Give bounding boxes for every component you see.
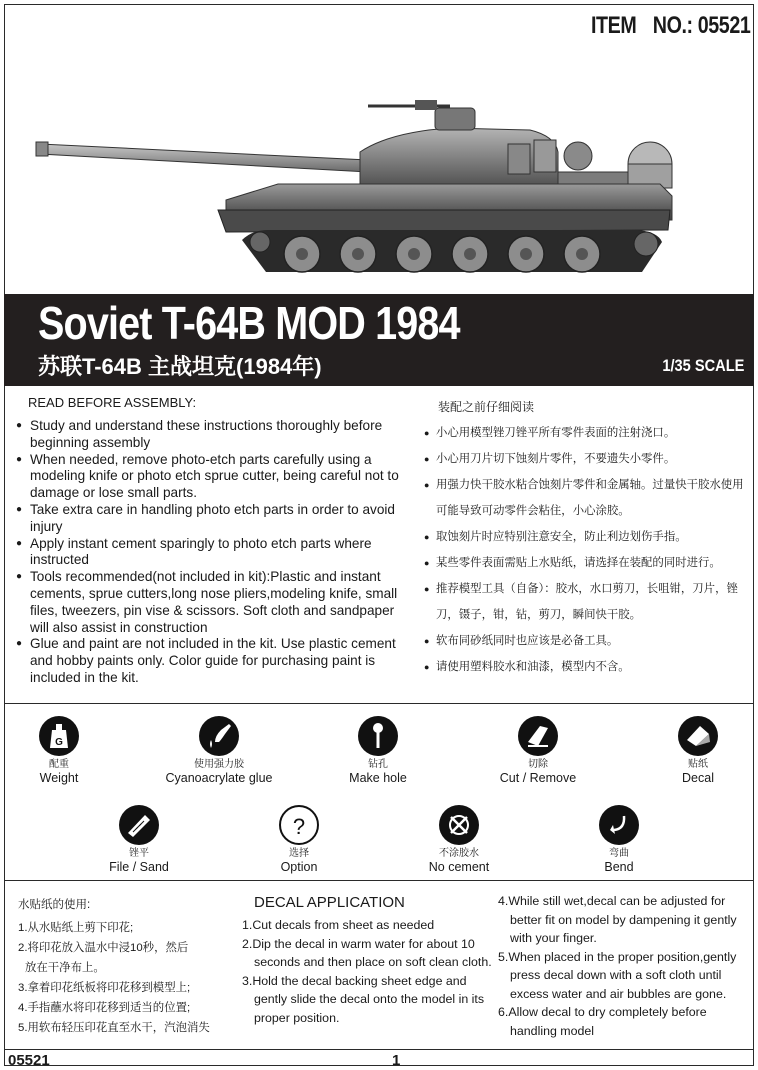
- symbol-label-cn: 配重: [49, 759, 69, 770]
- symbol-label-en: Cyanoacrylate glue: [165, 771, 273, 785]
- list-item: 3.拿着印花纸板将印花移到模型上;: [18, 982, 191, 994]
- list-item: ● 小心用刀片切下蚀刻片零件，不要遗失小零件。: [424, 446, 754, 472]
- bend-icon: [599, 805, 639, 845]
- read-before-title-cn: 装配之前仔细阅读: [438, 400, 535, 414]
- read-before-list-en: [16, 418, 416, 687]
- read-before-list-cn: [424, 420, 754, 680]
- symbol-file: [69, 805, 209, 874]
- symbol-label-en: No cement: [428, 860, 490, 874]
- decal-icon: [678, 716, 718, 756]
- divider: [4, 880, 754, 881]
- list-item: ● 软布同砂纸同时也应该是必备工具。: [424, 628, 754, 654]
- no-cement-icon: [439, 805, 479, 845]
- decal-steps-cn: [18, 918, 238, 1038]
- symbol-no-cement: [389, 805, 529, 874]
- list-item: 6.Allow decal to dry completely before handling model: [498, 1005, 707, 1038]
- list-item: ● 小心用模型锉刀锉平所有零件表面的注射浇口。: [424, 420, 754, 446]
- symbol-glue: [149, 716, 289, 785]
- list-item: 4.While still wet,decal can be adjusted for better fit on model by dampening it gently with your finger.: [498, 894, 737, 945]
- symbol-label-cn: 选择: [289, 848, 309, 859]
- weight-icon: [39, 716, 79, 756]
- cut-icon: [518, 716, 558, 756]
- list-item: 3.Hold the decal backing sheet edge and gently slide the decal onto the model in its proper position.: [242, 973, 485, 1025]
- symbol-weight: [0, 716, 129, 785]
- decal-steps-en-left: [242, 916, 498, 1027]
- glue-drop-icon: [199, 716, 239, 756]
- title-banner: [4, 294, 754, 386]
- symbol-label-cn: 钻孔: [368, 759, 388, 770]
- symbol-cut: [468, 716, 608, 785]
- symbol-label-en: Weight: [39, 771, 79, 785]
- symbol-label-cn: 不涂胶水: [439, 848, 479, 859]
- list-item: ● Tools recommended(not included in kit):Plastic and instant cements, sprue cutters,long nose pliers,modeling knife, small files, tweezers, pin vise & scissors. Soft cloth and sandpaper will also assist in construction: [16, 569, 416, 636]
- item-number: [591, 12, 750, 40]
- symbol-label-cn: 使用强力胶: [194, 759, 244, 770]
- page-title: Soviet T-64B MOD 1984: [38, 297, 460, 349]
- item-no-value: NO.: 05521: [652, 12, 750, 39]
- list-item: 5.用软布轻压印花直至水干，汽泡消失: [18, 1022, 210, 1034]
- list-item: 放在干净布上。: [25, 962, 105, 974]
- weight-letter: G: [55, 737, 63, 748]
- symbol-label-en: Decal: [682, 771, 714, 785]
- list-item: ● Take extra care in handling photo etch parts in order to avoid injury: [16, 502, 416, 536]
- decal-steps-en-right: [498, 892, 754, 1040]
- item-label: ITEM: [590, 12, 636, 39]
- read-before-title-en: READ BEFORE ASSEMBLY:: [28, 395, 197, 410]
- file-icon: [119, 805, 159, 845]
- symbol-make-hole: [308, 716, 448, 785]
- list-item: ● 用强力快干胶水粘合蚀刻片零件和金属轴。过量快干胶水使用可能导致可动零件会粘住，小心涂胶。: [424, 472, 754, 524]
- symbol-option: [229, 805, 369, 874]
- list-item: ● When needed, remove photo-etch parts carefully using a modeling knife or photo etch sprue cutter, being careful not to damage or lose small parts.: [16, 452, 416, 502]
- decal-title-en: DECAL APPLICATION: [254, 894, 405, 911]
- list-item: 1.从水贴纸上剪下印花;: [18, 922, 134, 934]
- list-item: ● Apply instant cement sparingly to photo etch parts where instructed: [16, 536, 416, 570]
- list-item: 5.When placed in the proper position,gently press decal down with a soft cloth until excess water and air bubbles are gone.: [498, 949, 737, 1001]
- symbol-label-cn: 切除: [528, 759, 548, 770]
- option-glyph: ?: [292, 814, 306, 839]
- symbol-label-en: File / Sand: [109, 860, 169, 874]
- decal-title-cn: 水贴纸的使用:: [18, 899, 91, 911]
- tank-illustration: [30, 92, 690, 292]
- list-item: ● 某些零件表面需贴上水贴纸，请选择在装配的同时进行。: [424, 550, 754, 576]
- list-item: 2.Dip the decal in warm water for about 10 seconds and then place on soft clean cloth.: [242, 936, 492, 969]
- symbol-label-cn: 锉平: [129, 848, 149, 859]
- symbol-label-en: Make hole: [349, 771, 407, 785]
- divider: [4, 703, 754, 704]
- page-subtitle-cn: 苏联T-64B 主战坦克(1984年): [38, 354, 322, 379]
- list-item: ● Study and understand these instructions thoroughly before beginning assembly: [16, 418, 416, 452]
- list-item: 2.将印花放入温水中浸10秒，然后: [18, 942, 189, 954]
- footer-item-code: 05521: [8, 1052, 50, 1069]
- symbol-decal: [628, 716, 758, 785]
- symbol-label-en: Option: [280, 860, 318, 874]
- symbol-label-en: Bend: [604, 860, 634, 874]
- symbol-label-cn: 贴纸: [688, 759, 708, 770]
- scale-label: 1/35 SCALE: [661, 356, 744, 375]
- list-item: 1.Cut decals from sheet as needed: [242, 918, 435, 932]
- question-icon: [279, 805, 319, 845]
- list-item: ● 取蚀刻片时应特别注意安全，防止利边划伤手指。: [424, 524, 754, 550]
- symbol-label-cn: 弯曲: [609, 848, 629, 859]
- symbol-bend: [549, 805, 689, 874]
- page-number: 1: [392, 1052, 401, 1069]
- list-item: ● Glue and paint are not included in the kit. Use plastic cement and hobby paints only. Color guide for purchasing paint is included in the kit.: [16, 636, 416, 686]
- list-item: ● 推荐模型工具（自备）：胶水，水口剪刀，长咀钳，刀片，锉刀，镊子，钳，钻，剪刀，瞬间快干胶。: [424, 576, 754, 628]
- list-item: 4.手指蘸水将印花移到适当的位置;: [18, 1002, 191, 1014]
- symbol-label-en: Cut / Remove: [499, 771, 577, 785]
- drill-icon: [358, 716, 398, 756]
- list-item: ● 请使用塑料胶水和油漆，模型内不含。: [424, 654, 754, 680]
- divider: [4, 1049, 754, 1050]
